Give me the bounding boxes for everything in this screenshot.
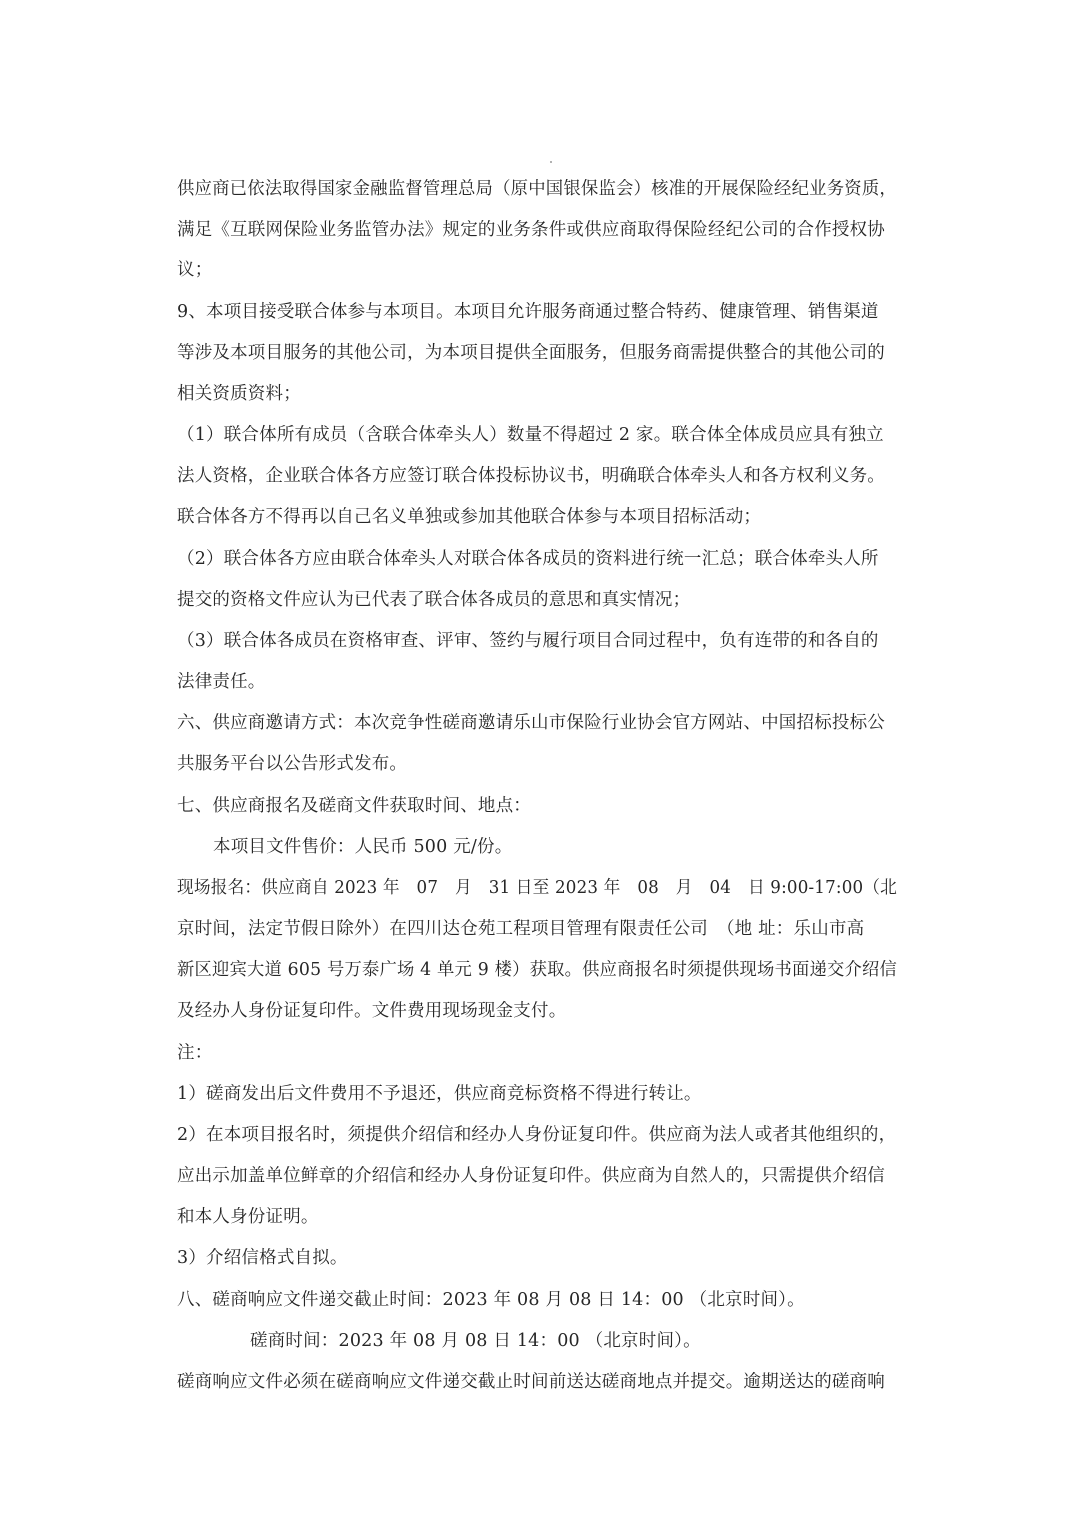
line-text: 法人资格，企业联合体各方应签订联合体投标协议书，明确联合体牵头人和各方权利义务。 — [177, 466, 885, 486]
text-line — [0, 250, 1080, 290]
line-text: 京时间，法定节假日除外）在四川达仓苑工程项目管理有限责任公司 （地 址：乐山市高 — [177, 919, 865, 939]
text-line — [0, 786, 1080, 826]
scan-speck — [550, 161, 552, 163]
line-text: （2）联合体各方应由联合体牵头人对联合体各成员的资料进行统一汇总；联合体牵头人所 — [177, 549, 879, 569]
line-text: 满足《互联网保险业务监管办法》规定的业务条件或供应商取得保险经纪公司的合作授权协 — [177, 220, 885, 240]
text-line — [0, 868, 1080, 908]
text-line — [0, 456, 1080, 496]
text-line — [0, 1156, 1080, 1196]
line-text: 八、磋商响应文件递交截止时间：2023 年 08 月 08 日 14：00 （北京时间）。 — [177, 1290, 805, 1310]
text-line — [0, 827, 1080, 867]
line-text: 和本人身份证明。 — [177, 1207, 319, 1227]
line-text: 议； — [177, 260, 213, 280]
line-text: 磋商响应文件必须在磋商响应文件递交截止时间前送达磋商地点并提交。逾期送达的磋商响 — [177, 1372, 885, 1392]
text-line — [0, 539, 1080, 579]
line-text: 磋商时间：2023 年 08 月 08 日 14：00 （北京时间）。 — [250, 1331, 701, 1351]
text-line — [0, 1197, 1080, 1237]
text-line — [0, 703, 1080, 743]
text-line — [0, 1362, 1080, 1402]
text-line — [0, 662, 1080, 702]
line-text: 及经办人身份证复印件。文件费用现场现金支付。 — [177, 1001, 567, 1021]
text-line — [0, 1033, 1080, 1073]
line-text: 联合体各方不得再以自己名义单独或参加其他联合体参与本项目招标活动； — [177, 507, 762, 527]
text-line — [0, 991, 1080, 1031]
line-text: 等涉及本项目服务的其他公司，为本项目提供全面服务，但服务商需提供整合的其他公司的 — [177, 343, 885, 363]
line-text: （1）联合体所有成员（含联合体牵头人）数量不得超过 2 家。联合体全体成员应具有独立 — [177, 425, 884, 445]
line-text: 供应商已依法取得国家金融监督管理总局（原中国银保监会）核准的开展保险经纪业务资质， — [177, 179, 897, 199]
text-line — [0, 621, 1080, 661]
text-line — [0, 909, 1080, 949]
text-line — [0, 497, 1080, 537]
line-text: 共服务平台以公告形式发布。 — [177, 754, 408, 774]
line-text: 现场报名：供应商自 2023 年 07 月 31 日至 2023 年 08 月 04 日 9:00-17:00（北 — [177, 878, 897, 898]
text-line — [0, 1321, 1080, 1361]
line-text: 注： — [177, 1043, 213, 1063]
text-line — [0, 744, 1080, 784]
line-text: 相关资质资料； — [177, 384, 301, 404]
text-line — [0, 210, 1080, 250]
line-text: 应出示加盖单位鲜章的介绍信和经办人身份证复印件。供应商为自然人的，只需提供介绍信 — [177, 1166, 885, 1186]
line-text: 七、供应商报名及磋商文件获取时间、地点： — [177, 796, 531, 816]
text-line — [0, 1074, 1080, 1114]
line-text: 法律责任。 — [177, 672, 266, 692]
line-text: 六、供应商邀请方式：本次竞争性磋商邀请乐山市保险行业协会官方网站、中国招标投标公 — [177, 713, 885, 733]
line-text: 9、本项目接受联合体参与本项目。本项目允许服务商通过整合特药、健康管理、销售渠道 — [177, 302, 879, 322]
line-text: （3）联合体各成员在资格审查、评审、签约与履行项目合同过程中，负有连带的和各自的 — [177, 631, 879, 651]
text-line — [0, 1280, 1080, 1320]
line-text: 1）磋商发出后文件费用不予退还，供应商竞标资格不得进行转让。 — [177, 1084, 702, 1104]
text-line — [0, 415, 1080, 455]
line-text: 2）在本项目报名时，须提供介绍信和经办人身份证复印件。供应商为法人或者其他组织的， — [177, 1125, 897, 1145]
line-text: 提交的资格文件应认为已代表了联合体各成员的意思和真实情况； — [177, 590, 691, 610]
text-line — [0, 333, 1080, 373]
text-line — [0, 1238, 1080, 1278]
line-text: 3）介绍信格式自拟。 — [177, 1248, 348, 1268]
text-line — [0, 1115, 1080, 1155]
text-line — [0, 580, 1080, 620]
text-line — [0, 950, 1080, 990]
text-line — [0, 374, 1080, 414]
text-line — [0, 292, 1080, 332]
text-line — [0, 169, 1080, 209]
line-text: 新区迎宾大道 605 号万泰广场 4 单元 9 楼）获取。供应商报名时须提供现场书面递交介绍信 — [177, 960, 898, 980]
line-text: 本项目文件售价：人民币 500 元/份。 — [213, 837, 513, 857]
